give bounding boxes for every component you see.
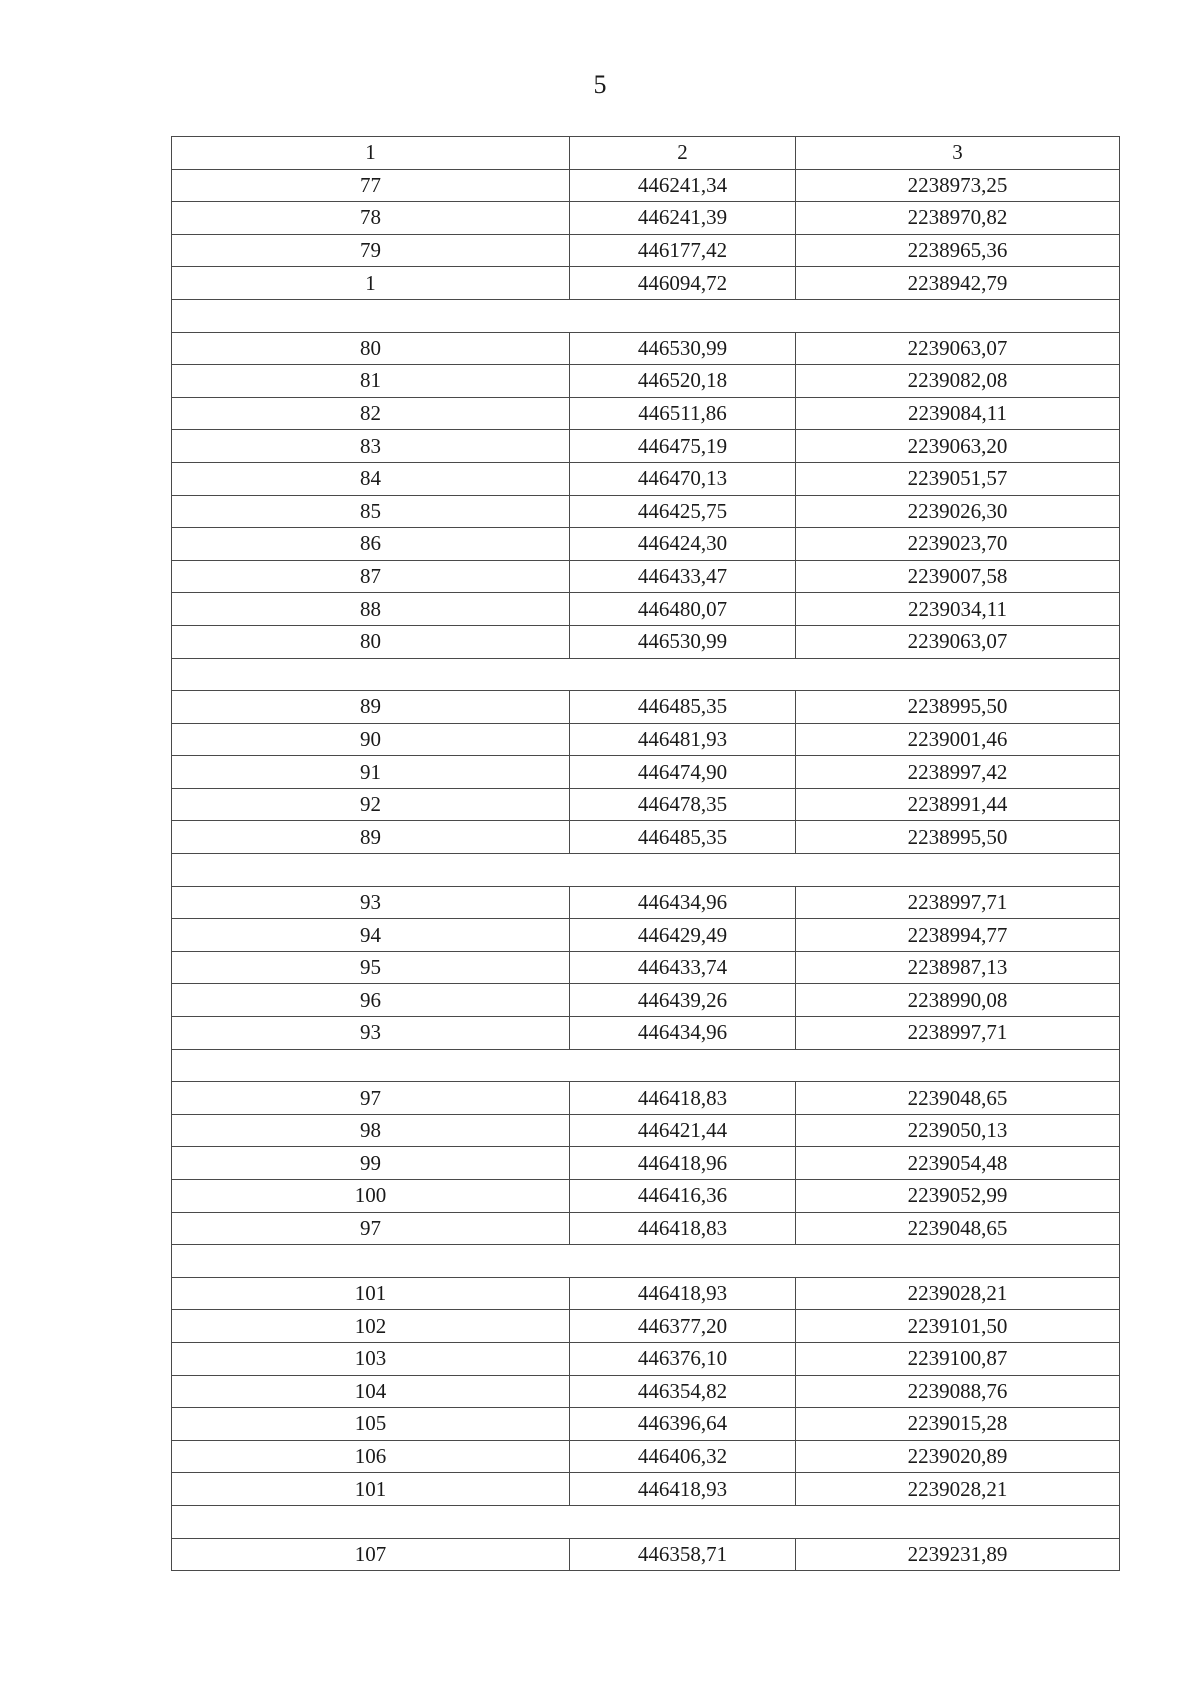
point-number-cell: 80	[172, 625, 570, 658]
point-number-cell: 90	[172, 723, 570, 756]
y-coordinate-cell: 2238991,44	[796, 788, 1120, 821]
y-coordinate-cell: 2239063,07	[796, 332, 1120, 365]
table-row	[172, 984, 1120, 1017]
y-coordinate-cell: 2239084,11	[796, 397, 1120, 430]
point-number-cell: 78	[172, 202, 570, 235]
group-separator-row	[172, 1505, 1120, 1538]
y-coordinate-cell: 2239051,57	[796, 462, 1120, 495]
y-coordinate-cell: 2239026,30	[796, 495, 1120, 528]
point-number-cell: 83	[172, 430, 570, 463]
x-coordinate-cell: 446418,83	[570, 1212, 796, 1245]
y-coordinate-cell: 2239015,28	[796, 1408, 1120, 1441]
x-coordinate-cell: 446376,10	[570, 1342, 796, 1375]
y-coordinate-cell: 2238997,71	[796, 886, 1120, 919]
group-separator-cell	[172, 1049, 1120, 1082]
table-row	[172, 919, 1120, 952]
coordinates-table	[171, 136, 1120, 1571]
x-coordinate-cell: 446406,32	[570, 1440, 796, 1473]
y-coordinate-cell: 2239028,21	[796, 1473, 1120, 1506]
x-coordinate-cell: 446485,35	[570, 691, 796, 724]
y-coordinate-cell: 2238990,08	[796, 984, 1120, 1017]
group-separator-cell	[172, 1505, 1120, 1538]
x-coordinate-cell: 446429,49	[570, 919, 796, 952]
point-number-cell: 79	[172, 234, 570, 267]
point-number-cell: 77	[172, 169, 570, 202]
x-coordinate-cell: 446478,35	[570, 788, 796, 821]
point-number-cell: 92	[172, 788, 570, 821]
table-row	[172, 169, 1120, 202]
group-separator-cell	[172, 1245, 1120, 1278]
y-coordinate-cell: 2239023,70	[796, 528, 1120, 561]
table-row	[172, 1473, 1120, 1506]
table-row	[172, 430, 1120, 463]
point-number-cell: 103	[172, 1342, 570, 1375]
table-row	[172, 1147, 1120, 1180]
column-header-y: 3	[796, 137, 1120, 170]
x-coordinate-cell: 446433,74	[570, 951, 796, 984]
point-number-cell: 84	[172, 462, 570, 495]
point-number-cell: 94	[172, 919, 570, 952]
table-row	[172, 495, 1120, 528]
y-coordinate-cell: 2239100,87	[796, 1342, 1120, 1375]
group-separator-row	[172, 299, 1120, 332]
x-coordinate-cell: 446418,93	[570, 1277, 796, 1310]
y-coordinate-cell: 2238995,50	[796, 821, 1120, 854]
group-separator-cell	[172, 299, 1120, 332]
y-coordinate-cell: 2239101,50	[796, 1310, 1120, 1343]
x-coordinate-cell: 446481,93	[570, 723, 796, 756]
x-coordinate-cell: 446520,18	[570, 365, 796, 398]
table-row	[172, 691, 1120, 724]
point-number-cell: 82	[172, 397, 570, 430]
table-row	[172, 1277, 1120, 1310]
point-number-cell: 81	[172, 365, 570, 398]
group-separator-row	[172, 1049, 1120, 1082]
point-number-cell: 80	[172, 332, 570, 365]
table-row	[172, 1538, 1120, 1571]
x-coordinate-cell: 446480,07	[570, 593, 796, 626]
group-separator-cell	[172, 854, 1120, 887]
y-coordinate-cell: 2238997,71	[796, 1017, 1120, 1050]
table-row	[172, 593, 1120, 626]
table-row	[172, 1440, 1120, 1473]
column-header-point: 1	[172, 137, 570, 170]
x-coordinate-cell: 446241,34	[570, 169, 796, 202]
point-number-cell: 97	[172, 1082, 570, 1115]
y-coordinate-cell: 2239001,46	[796, 723, 1120, 756]
group-separator-row	[172, 1245, 1120, 1278]
page-number: 5	[593, 70, 607, 99]
table-row	[172, 1310, 1120, 1343]
point-number-cell: 1	[172, 267, 570, 300]
y-coordinate-cell: 2239082,08	[796, 365, 1120, 398]
group-separator-row	[172, 658, 1120, 691]
table-row	[172, 788, 1120, 821]
table-row	[172, 625, 1120, 658]
table-row	[172, 365, 1120, 398]
x-coordinate-cell: 446433,47	[570, 560, 796, 593]
x-coordinate-cell: 446425,75	[570, 495, 796, 528]
x-coordinate-cell: 446396,64	[570, 1408, 796, 1441]
point-number-cell: 101	[172, 1473, 570, 1506]
y-coordinate-cell: 2238995,50	[796, 691, 1120, 724]
table-row	[172, 951, 1120, 984]
x-coordinate-cell: 446530,99	[570, 625, 796, 658]
point-number-cell: 107	[172, 1538, 570, 1571]
table-row	[172, 397, 1120, 430]
y-coordinate-cell: 2239063,07	[796, 625, 1120, 658]
table-row	[172, 560, 1120, 593]
point-number-cell: 98	[172, 1114, 570, 1147]
x-coordinate-cell: 446434,96	[570, 1017, 796, 1050]
table-row	[172, 1408, 1120, 1441]
point-number-cell: 105	[172, 1408, 570, 1441]
point-number-cell: 96	[172, 984, 570, 1017]
y-coordinate-cell: 2239050,13	[796, 1114, 1120, 1147]
x-coordinate-cell: 446418,93	[570, 1473, 796, 1506]
table-row	[172, 756, 1120, 789]
point-number-cell: 88	[172, 593, 570, 626]
point-number-cell: 104	[172, 1375, 570, 1408]
point-number-cell: 93	[172, 1017, 570, 1050]
x-coordinate-cell: 446421,44	[570, 1114, 796, 1147]
x-coordinate-cell: 446485,35	[570, 821, 796, 854]
table-row	[172, 821, 1120, 854]
column-header-x: 2	[570, 137, 796, 170]
point-number-cell: 91	[172, 756, 570, 789]
point-number-cell: 99	[172, 1147, 570, 1180]
point-number-cell: 95	[172, 951, 570, 984]
point-number-cell: 86	[172, 528, 570, 561]
table-row	[172, 1114, 1120, 1147]
point-number-cell: 101	[172, 1277, 570, 1310]
y-coordinate-cell: 2238994,77	[796, 919, 1120, 952]
y-coordinate-cell: 2239028,21	[796, 1277, 1120, 1310]
table-row	[172, 886, 1120, 919]
x-coordinate-cell: 446418,96	[570, 1147, 796, 1180]
x-coordinate-cell: 446475,19	[570, 430, 796, 463]
y-coordinate-cell: 2239054,48	[796, 1147, 1120, 1180]
x-coordinate-cell: 446354,82	[570, 1375, 796, 1408]
x-coordinate-cell: 446474,90	[570, 756, 796, 789]
x-coordinate-cell: 446470,13	[570, 462, 796, 495]
point-number-cell: 89	[172, 691, 570, 724]
y-coordinate-cell: 2239048,65	[796, 1212, 1120, 1245]
y-coordinate-cell: 2239048,65	[796, 1082, 1120, 1115]
point-number-cell: 89	[172, 821, 570, 854]
y-coordinate-cell: 2238942,79	[796, 267, 1120, 300]
table-row	[172, 202, 1120, 235]
table-row	[172, 1082, 1120, 1115]
y-coordinate-cell: 2238997,42	[796, 756, 1120, 789]
x-coordinate-cell: 446530,99	[570, 332, 796, 365]
y-coordinate-cell: 2239034,11	[796, 593, 1120, 626]
x-coordinate-cell: 446177,42	[570, 234, 796, 267]
group-separator-cell	[172, 658, 1120, 691]
y-coordinate-cell: 2238965,36	[796, 234, 1120, 267]
point-number-cell: 85	[172, 495, 570, 528]
table-row	[172, 1180, 1120, 1213]
point-number-cell: 93	[172, 886, 570, 919]
y-coordinate-cell: 2239052,99	[796, 1180, 1120, 1213]
table-row	[172, 462, 1120, 495]
y-coordinate-cell: 2239231,89	[796, 1538, 1120, 1571]
x-coordinate-cell: 446241,39	[570, 202, 796, 235]
y-coordinate-cell: 2238970,82	[796, 202, 1120, 235]
x-coordinate-cell: 446424,30	[570, 528, 796, 561]
table-row	[172, 528, 1120, 561]
y-coordinate-cell: 2238973,25	[796, 169, 1120, 202]
table-row	[172, 234, 1120, 267]
y-coordinate-cell: 2239007,58	[796, 560, 1120, 593]
y-coordinate-cell: 2238987,13	[796, 951, 1120, 984]
point-number-cell: 102	[172, 1310, 570, 1343]
x-coordinate-cell: 446416,36	[570, 1180, 796, 1213]
table-row	[172, 1017, 1120, 1050]
x-coordinate-cell: 446418,83	[570, 1082, 796, 1115]
x-coordinate-cell: 446439,26	[570, 984, 796, 1017]
table-header-row	[172, 137, 1120, 170]
point-number-cell: 106	[172, 1440, 570, 1473]
y-coordinate-cell: 2239020,89	[796, 1440, 1120, 1473]
x-coordinate-cell: 446511,86	[570, 397, 796, 430]
table-row	[172, 723, 1120, 756]
x-coordinate-cell: 446377,20	[570, 1310, 796, 1343]
point-number-cell: 97	[172, 1212, 570, 1245]
point-number-cell: 87	[172, 560, 570, 593]
table-row	[172, 1212, 1120, 1245]
x-coordinate-cell: 446358,71	[570, 1538, 796, 1571]
table-row	[172, 1342, 1120, 1375]
group-separator-row	[172, 854, 1120, 887]
table-row	[172, 332, 1120, 365]
point-number-cell: 100	[172, 1180, 570, 1213]
table-row	[172, 267, 1120, 300]
coordinates-table-body	[172, 137, 1120, 1571]
y-coordinate-cell: 2239063,20	[796, 430, 1120, 463]
x-coordinate-cell: 446094,72	[570, 267, 796, 300]
y-coordinate-cell: 2239088,76	[796, 1375, 1120, 1408]
x-coordinate-cell: 446434,96	[570, 886, 796, 919]
table-row	[172, 1375, 1120, 1408]
